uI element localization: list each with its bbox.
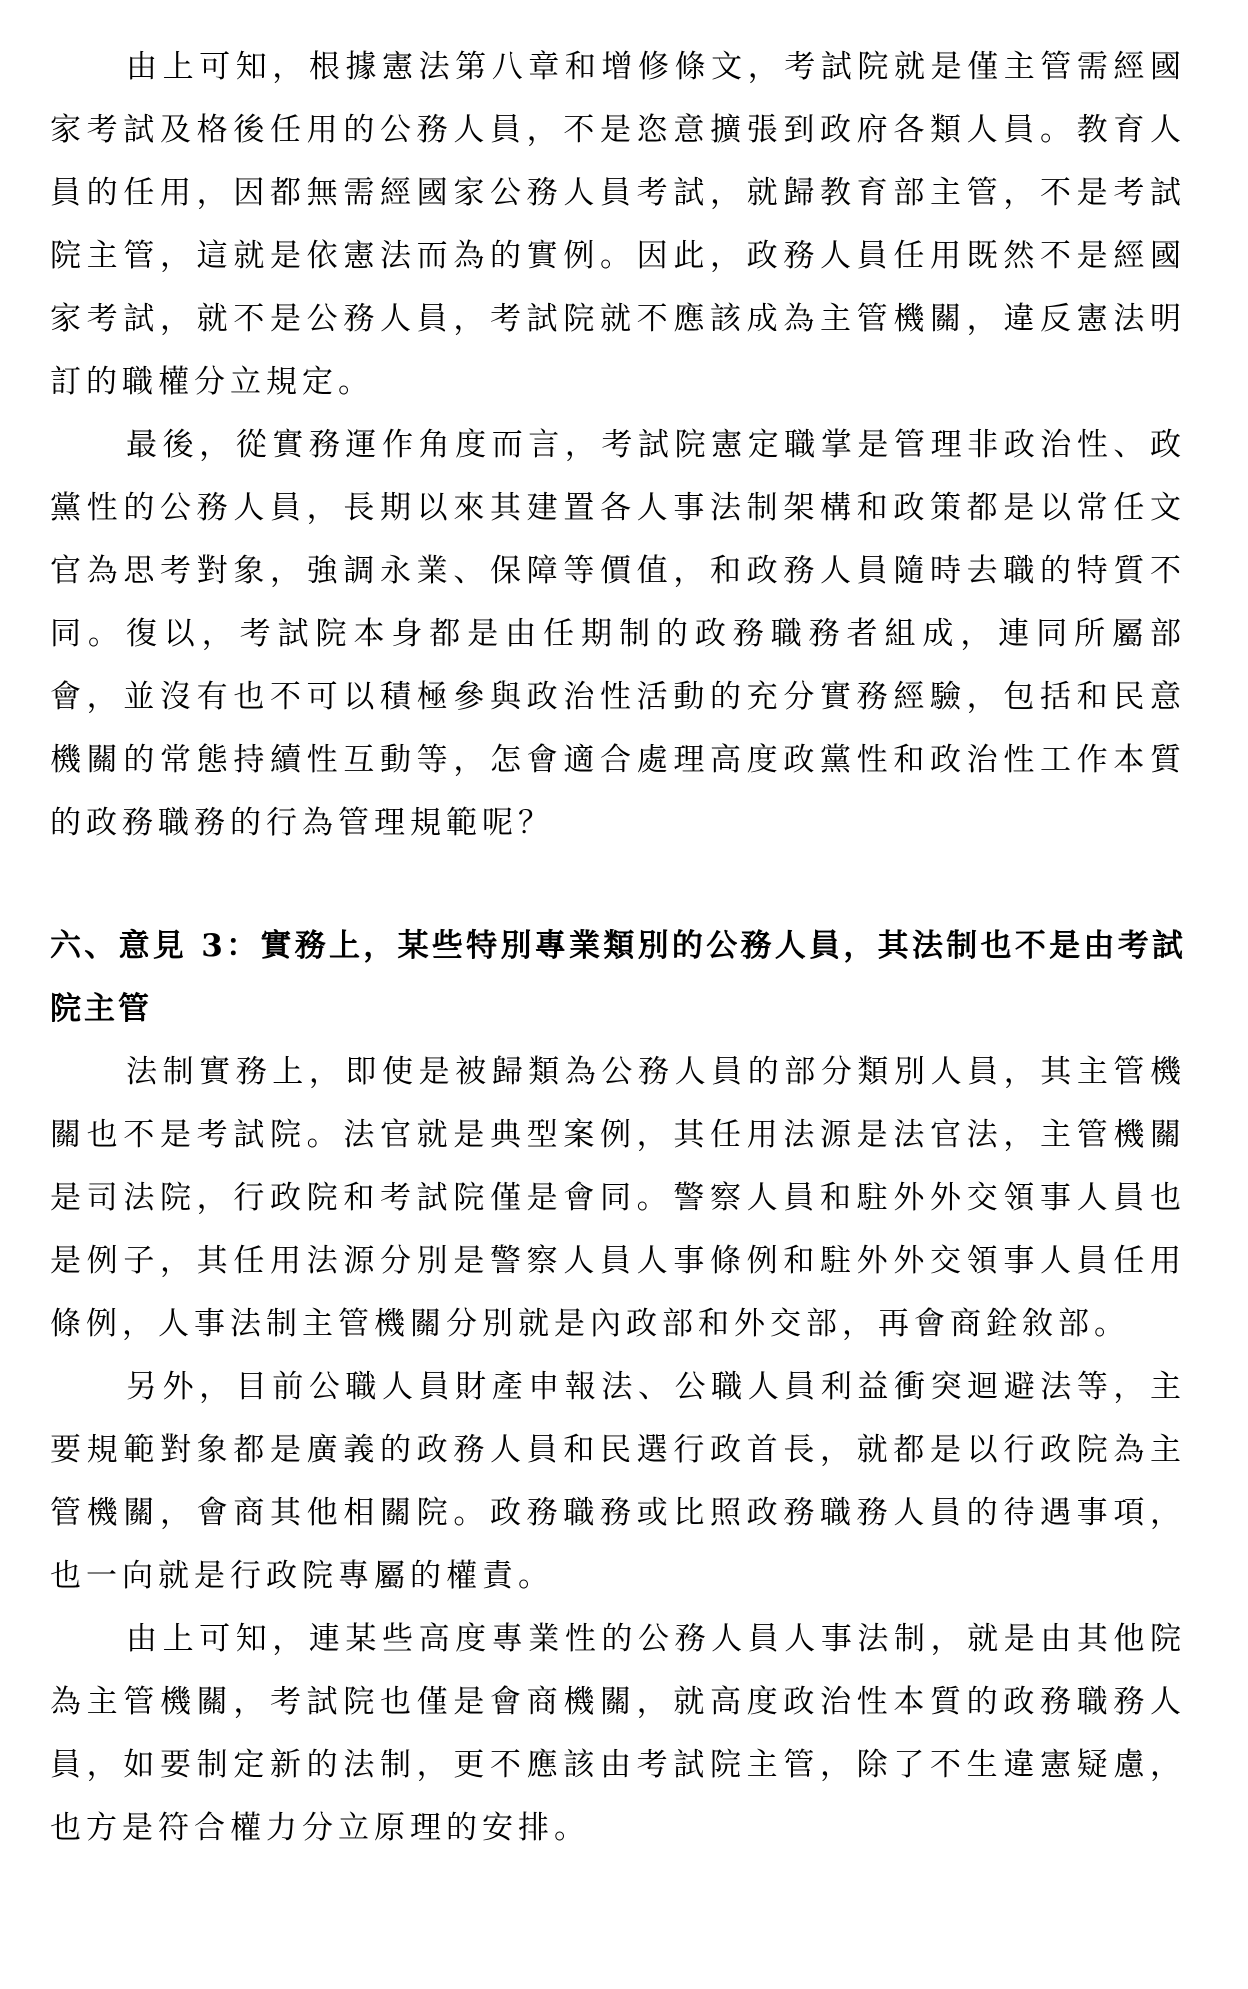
paragraph-legal-practice: 法制實務上，即使是被歸類為公務人員的部分類別人員，其主管機關也不是考試院。法官就是典型案例，其任用法源是法官法，主管機關是司法院，行政院和考試院僅是會同。警察人員和駐外外交領事人員也是例子，其任用法源分別是警察人員人事條例和駐外外交領事人員任用條例，人事法制主管機關分別就是內政部和外交部，再會商銓敘部。 bbox=[50, 1054, 1186, 1342]
paragraph-exam-yuan-scope: 由上可知，根據憲法第八章和增修條文，考試院就是僅主管需經國家考試及格後任用的公務人員，不是恣意擴張到政府各類人員。教育人員的任用，因都無需經國家公務人員考試，就歸教育部主管，不是考試院主管，這就是依憲法而為的實例。因此，政務人員任用既然不是經國家考試，就不是公務人員，考試院就不應該成為主管機關，違反憲法明訂的職權分立規定。 bbox=[50, 49, 1186, 400]
paragraph-conclusion: 由上可知，連某些高度專業性的公務人員人事法制，就是由其他院為主管機關，考試院也僅是會商機關，就高度政治性本質的政務職務人員，如要制定新的法制，更不應該由考試院主管，除了不生違憲疑慮，也方是符合權力分立原理的安排。 bbox=[50, 1621, 1186, 1846]
paragraph-other-laws: 另外，目前公職人員財產申報法、公職人員利益衝突迴避法等，主要規範對象都是廣義的政務人員和民選行政首長，就都是以行政院為主管機關，會商其他相關院。政務職務或比照政務職務人員的待遇事項，也一向就是行政院專屬的權責。 bbox=[50, 1369, 1186, 1594]
section-heading-opinion-3: 六、意見 3：實務上，某些特別專業類別的公務人員，其法制也不是由考試院主管 bbox=[50, 928, 1186, 1027]
paragraph-practical-operation: 最後，從實務運作角度而言，考試院憲定職掌是管理非政治性、政黨性的公務人員，長期以來其建置各人事法制架構和政策都是以常任文官為思考對象，強調永業、保障等價值，和政務人員隨時去職的特質不同。復以，考試院本身都是由任期制的政務職務者組成，連同所屬部會，並沒有也不可以積極參與政治性活動的充分實務經驗，包括和民意機關的常態持續性互動等，怎會適合處理高度政黨性和政治性工作本質的政務職務的行為管理規範呢？ bbox=[50, 427, 1186, 841]
